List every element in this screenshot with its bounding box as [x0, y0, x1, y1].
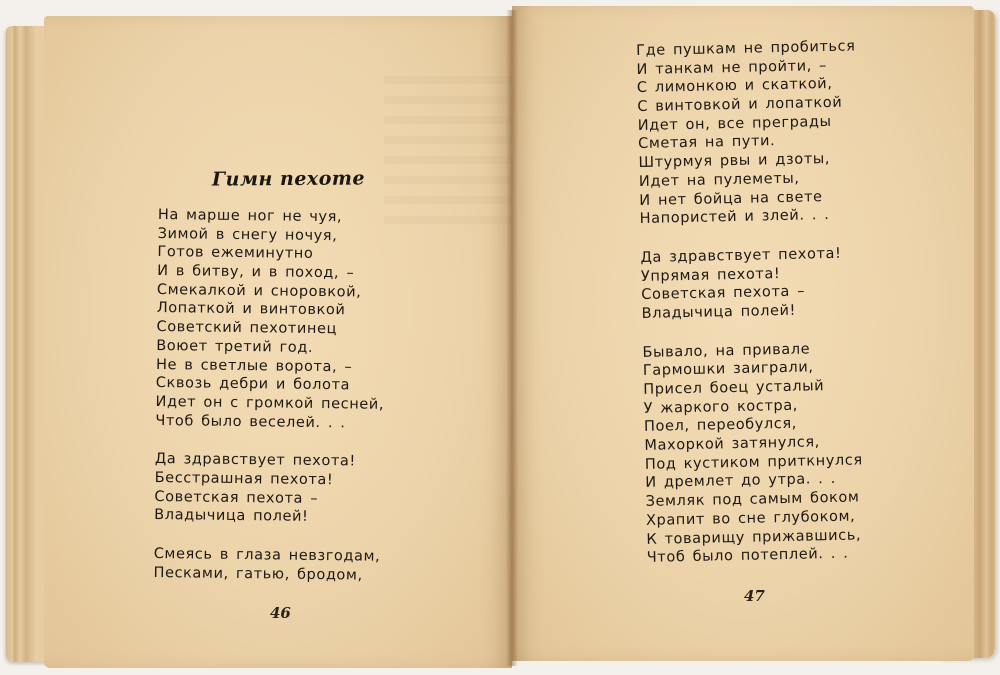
verse-line: И танкам не пройти, –	[636, 57, 828, 78]
verse-line: Владычица полей!	[641, 302, 797, 322]
right-page-verse	[636, 37, 866, 567]
verse-line: Чтоб было веселей. . .	[155, 412, 346, 431]
verse-line: Да здравствует пехота!	[154, 451, 356, 470]
verse-line: Да здравствует пехота!	[640, 245, 842, 266]
verse-line: У жаркого костра,	[643, 397, 799, 417]
verse-line: И нет бойца на свете	[639, 188, 823, 209]
verse-line: Песками, гатью, бродом,	[153, 564, 363, 584]
verse-line: Советская пехота –	[641, 283, 806, 304]
verse-line: Готов ежеминутно	[157, 244, 314, 263]
verse-line: На марше ног не чуя,	[157, 206, 343, 226]
verse-line: К товарищу прижавшись,	[646, 526, 862, 548]
verse-line: Где пушкам не пробиться	[636, 38, 856, 59]
stanza	[154, 450, 383, 528]
verse-line: Идет он, все преграды	[637, 113, 832, 134]
verse-line: Советская пехота –	[154, 488, 319, 507]
verse-line: Не в светлые ворота, –	[155, 356, 353, 375]
page-number-left: 46	[270, 604, 291, 622]
verse-line: Владычица полей!	[154, 507, 309, 526]
verse-line: И дремлет до утра. . .	[645, 471, 837, 492]
verse-line: Воюет третий год.	[156, 337, 314, 356]
book-gutter	[506, 10, 518, 666]
verse-line: Идет он с громкой песней,	[155, 393, 385, 413]
verse-line: Советский пехотинец	[156, 319, 338, 338]
verse-line: Бесстрашная пехота!	[154, 469, 334, 489]
verse-line: Земляк под самым боком	[645, 489, 860, 511]
stanza	[636, 37, 859, 228]
verse-line: Смеясь в глаза невзгодам,	[153, 545, 381, 565]
verse-line: Зимой в снегу ночуя,	[157, 225, 338, 244]
verse-line: Смекалкой и сноровкой,	[156, 281, 362, 301]
verse-line: Поел, переобулся,	[643, 416, 798, 436]
verse-line: Гармошки заиграли,	[642, 359, 814, 380]
verse-line: Сквозь дебри и болота	[155, 375, 351, 394]
verse-line: С винтовкой и лопаткой	[637, 94, 843, 116]
stanza	[640, 244, 861, 323]
verse-line: Сметая на пути.	[637, 133, 776, 153]
verse-line: И в битву, и в поход, –	[157, 263, 355, 282]
poem-title: Гимн пехоте	[211, 167, 366, 191]
verse-line: Напористей и злей. . .	[639, 207, 830, 228]
stanza	[153, 545, 382, 585]
verse-line: Махоркой затянулся,	[644, 434, 821, 454]
verse-line: Чтоб было потеплей. . .	[646, 545, 849, 567]
verse-line: Храпит во сне глубоком,	[645, 508, 856, 529]
verse-line: Присел боец усталый	[643, 378, 825, 398]
verse-line: Лопаткой и винтовкой	[156, 300, 346, 319]
verse-line: Бывало, на привале	[642, 341, 811, 361]
stanza	[642, 339, 866, 568]
verse-line: Идет на пулеметы,	[638, 170, 800, 190]
verse-line: Упрямая пехота!	[640, 265, 781, 285]
stanza	[155, 206, 386, 433]
verse-line: Под кустиком приткнулся	[644, 452, 863, 473]
page-number-right: 47	[744, 587, 765, 605]
verse-line: Штурмуя рвы и дзоты,	[638, 151, 831, 172]
verse-line: С лимонкою и скаткой,	[636, 76, 833, 97]
left-page-verse	[153, 206, 386, 585]
